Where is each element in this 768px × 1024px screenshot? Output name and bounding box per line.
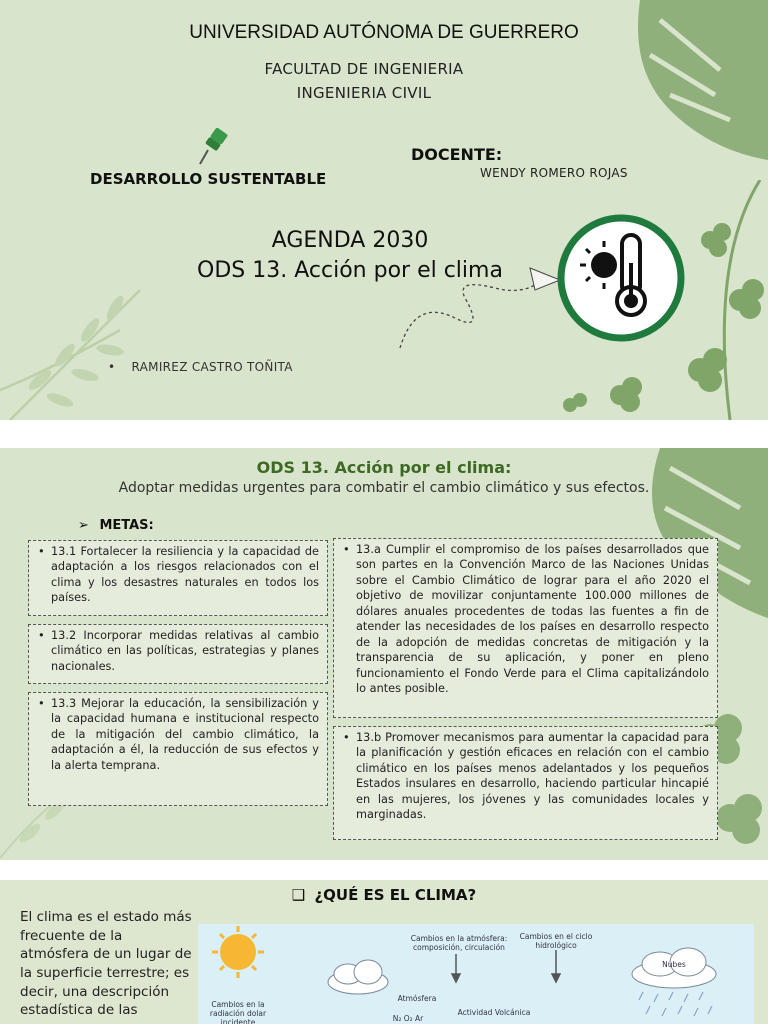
ods13-heading: ODS 13. Acción por el clima:	[256, 458, 512, 477]
ods-title: ODS 13. Acción por el clima	[197, 258, 503, 283]
meta-text: 13.b Promover mecanismos para aumentar la capacidad para la planificación y gestión eficaces en relación con el cambio climático en los países menos adelantados y los pequeños Estados insulares en desarrollo, haciendo particular hincapié en las mujeres, los jóvenes y las comunidades locales y marginadas.	[356, 731, 709, 822]
bullet: •	[108, 360, 116, 374]
subject-name: DESARROLLO SUSTENTABLE	[90, 170, 327, 188]
climate-system-diagram	[198, 924, 754, 1024]
ods13-subtitle: Adoptar medidas urgentes para combatir el cambio climático y sus efectos.	[118, 480, 650, 496]
meta-text: 13.2 Incorporar medidas relativas al cambio climático en las políticas, estrategias y planes nacionales.	[51, 629, 319, 673]
bullet: •	[343, 543, 350, 556]
clouds-label: Nubes	[662, 960, 686, 969]
pushpin-icon	[198, 128, 234, 168]
meta-box-13-1	[28, 540, 328, 616]
atmosphere-label: Atmósfera	[397, 994, 437, 1003]
cloud-icon	[328, 960, 388, 994]
meta-text: 13.1 Fortalecer la resiliencia y la capacidad de adaptación a los riesgos relacionados con el clima y los desastres naturales en todos los países.	[51, 545, 319, 605]
bullet: •	[343, 731, 350, 744]
faculty-name: FACULTAD DE INGENIERIA	[264, 60, 464, 78]
sun-icon	[212, 926, 264, 978]
bullet: •	[38, 629, 45, 642]
checkbox-icon: ❑	[291, 886, 306, 904]
docente-label: DOCENTE:	[411, 145, 503, 164]
meta-box-13-2	[28, 624, 328, 684]
climate-heading	[0, 886, 768, 904]
climate-slide	[0, 880, 768, 1024]
arrow-marker-icon: ➢	[78, 518, 89, 533]
student-name	[108, 360, 293, 374]
atm-changes-label: Cambios en la atmósfera: composición, circulación	[410, 934, 508, 952]
ods13-slide	[0, 448, 768, 860]
university-name: UNIVERSIDAD AUTÓNOMA DE GUERRERO	[189, 22, 579, 43]
career-name: INGENIERIA CIVIL	[296, 84, 432, 102]
hydro-changes-label: Cambios en el ciclo hidrológico	[519, 932, 593, 950]
agenda-title: AGENDA 2030	[271, 228, 429, 253]
climate-definition: El clima es el estado más frecuente de la atmósfera de un lugar de la superficie terrestre; es decir, una descripción estadística de las	[20, 909, 192, 1019]
title-slide	[0, 0, 768, 420]
leaf-branch-left-decoration	[0, 270, 200, 420]
meta-box-13-b	[333, 726, 718, 840]
paper-plane-icon	[395, 258, 565, 358]
bullet: •	[38, 545, 45, 558]
meta-box-13-3	[28, 692, 328, 806]
bullet: •	[38, 697, 45, 710]
docente-name: WENDY ROMERO ROJAS	[480, 166, 628, 180]
student-name-text: RAMIREZ CASTRO TOÑITA	[131, 360, 293, 374]
climate-thermometer-icon	[556, 213, 686, 343]
metas-label-text: METAS:	[99, 518, 154, 533]
rain-cloud-icon	[632, 948, 716, 1016]
radiation-label: Cambios en la radiación dolar incidente	[209, 1000, 267, 1024]
volcanic-label: Actividad Volcánica	[457, 1008, 531, 1017]
gases-label: N₂ O₂ Ar	[392, 1014, 424, 1023]
meta-text: 13.3 Mejorar la educación, la sensibilización y la capacidad humana e institucional respecto de la mitigación del cambio climático, la adaptación a él, la reducción de sus efectos y la alerta temprana.	[51, 697, 319, 772]
climate-heading-text: ¿QUÉ ES EL CLIMA?	[314, 886, 477, 904]
meta-text: 13.a Cumplir el compromiso de los países desarrollados que son partes en la Convención Marco de las Naciones Unidas sobre el Cambio Climático de lograr para el año 2020 el objetivo de movilizar conjuntamente 100.000 millones de dólares anuales procedentes de todas las fuentes a fin de atender las necesidades de los países en desarrollo respecto de la adopción de medidas concretas de mitigación y la transparencia de su aplicación, y poner en pleno funcionamiento el Fondo Verde para el Clima capitalizándolo lo antes posible.	[356, 543, 709, 696]
metas-label	[78, 518, 154, 533]
meta-box-13-a	[333, 538, 718, 718]
